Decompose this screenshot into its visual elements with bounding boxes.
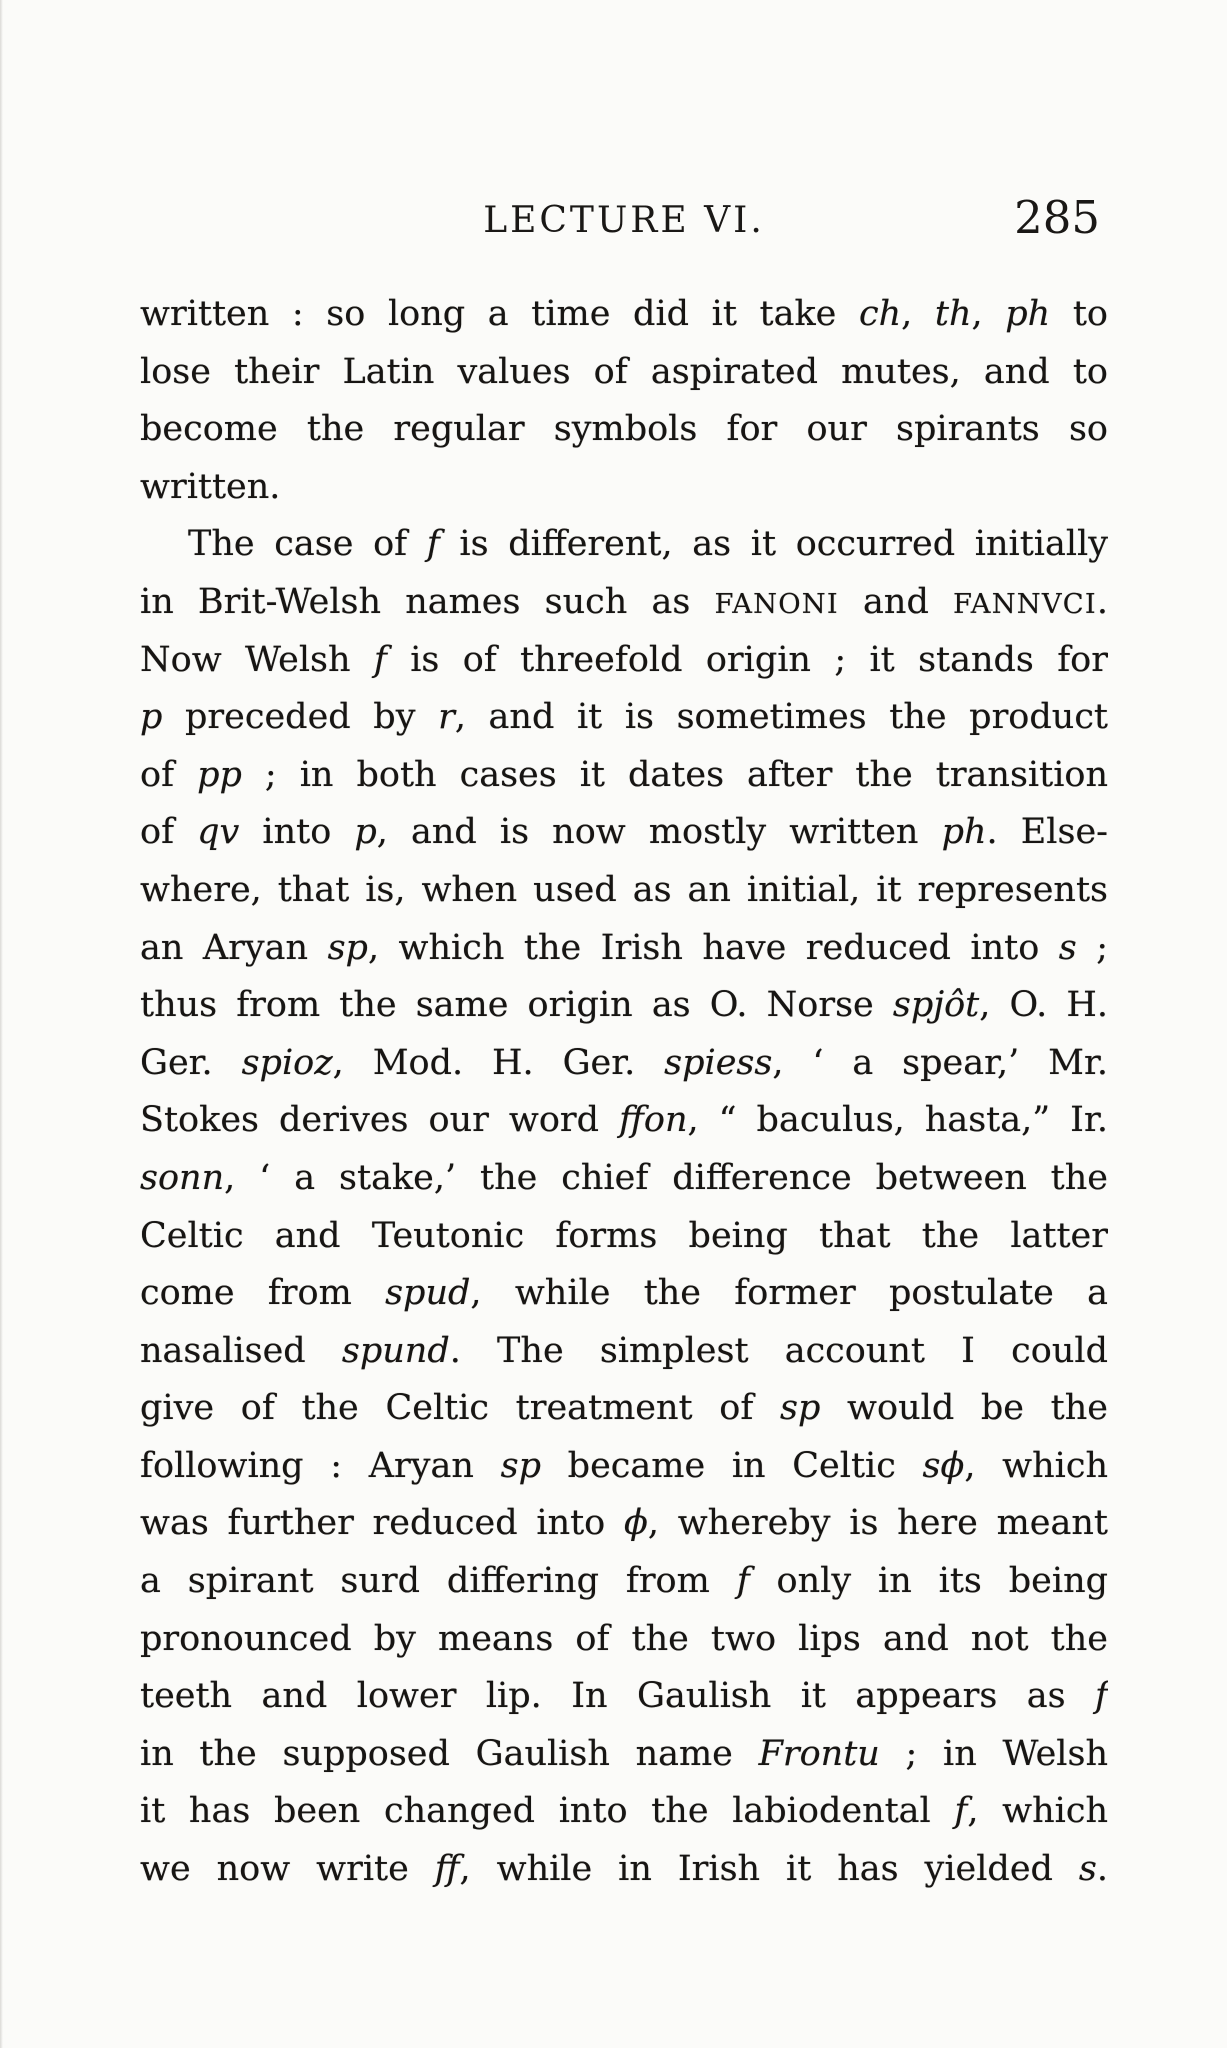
text-line: [140, 1726, 1108, 1784]
text-line: [140, 1035, 1108, 1093]
text-run: , ‘ a stake,’ the chief difference between the: [224, 1157, 1108, 1198]
text-run: preceded by: [162, 697, 439, 738]
text-line: [140, 1668, 1108, 1726]
text-run: is of threefold origin ; it stands for: [386, 639, 1108, 680]
text-run: , whereby is here meant: [647, 1503, 1108, 1544]
italic-text: f: [736, 1561, 750, 1602]
italic-text: spioz: [241, 1042, 333, 1083]
italic-text: spjôt: [892, 985, 980, 1026]
text-line: [140, 1611, 1108, 1669]
italic-text: f: [954, 1791, 968, 1832]
paragraph: [140, 516, 1108, 1898]
italic-text: pp: [197, 754, 242, 795]
text-run: , O. H.: [979, 985, 1108, 1026]
italic-text: s: [1078, 1849, 1097, 1890]
italic-text: r: [438, 697, 455, 738]
text-run: and: [838, 581, 954, 622]
text-line: [140, 1208, 1108, 1266]
text-line: [140, 459, 1108, 517]
text-run: written.: [140, 466, 281, 507]
text-run: an Aryan: [140, 927, 328, 968]
text-run: , while the former postulate a: [470, 1273, 1108, 1314]
text-run: nasalised: [140, 1330, 342, 1371]
text-line: [140, 977, 1108, 1035]
italic-text: spud: [385, 1273, 471, 1314]
text-run: teeth and lower lip. In Gaulish it appears as: [140, 1676, 1096, 1717]
text-run: . The simplest account I could: [449, 1330, 1108, 1371]
text-line: [140, 1553, 1108, 1611]
text-line: [140, 804, 1108, 862]
text-line: [140, 1092, 1108, 1150]
italic-text: p: [354, 812, 377, 853]
text-run: became in Celtic: [541, 1445, 923, 1486]
text-run: , which the Irish have reduced into: [367, 927, 1059, 968]
text-run: , Mod. H. Ger.: [332, 1042, 665, 1083]
italic-text: sp: [500, 1445, 541, 1486]
text-line: [140, 1841, 1108, 1899]
text-line: [140, 1265, 1108, 1323]
text-run: was further reduced into: [140, 1503, 624, 1544]
text-line: [140, 747, 1108, 805]
text-run: written : so long a time did it take: [140, 294, 860, 334]
text-run: lose their Latin values of aspirated mutes, and to: [140, 351, 1108, 392]
italic-text: spund: [341, 1330, 450, 1371]
page-title: LECTURE VI.: [483, 200, 765, 241]
text-run: thus from the same origin as O. Norse: [140, 985, 893, 1026]
text-run: in Brit-Welsh names such as: [140, 581, 715, 622]
text-run: , ‘ a spear,’ Mr.: [772, 1042, 1108, 1083]
italic-text: ffon: [619, 1100, 688, 1141]
text-line: [140, 1495, 1108, 1553]
text-run: , while in Irish it has yielded: [459, 1849, 1079, 1890]
text-run: ; in both cases it dates after the transition: [241, 754, 1108, 795]
text-line: [140, 1438, 1108, 1496]
text-run: pronounced by means of the two lips and not the: [140, 1618, 1108, 1659]
text-line: [140, 574, 1108, 632]
scan-edge-shadow: [0, 0, 3, 2048]
text-run: where, that is, when used as an initial, it represents: [140, 869, 1108, 910]
text-run: ; in Welsh: [879, 1733, 1108, 1774]
text-line: [140, 286, 1108, 344]
text-run: ;: [1076, 927, 1108, 968]
text-run: Stokes derives our word: [140, 1100, 620, 1141]
italic-text: ch: [859, 294, 902, 334]
text-line: [140, 1783, 1108, 1841]
text-line: [140, 344, 1108, 402]
page-header: [0, 0, 1227, 244]
text-line: [140, 401, 1108, 459]
text-line: [140, 1323, 1108, 1381]
text-line: [140, 1150, 1108, 1208]
text-run: , which: [964, 1445, 1108, 1486]
text-run: ,: [901, 294, 935, 334]
italic-text: Frontu: [758, 1733, 880, 1774]
paragraph: [140, 286, 1108, 516]
text-run: Celtic and Teutonic forms being that the latter: [140, 1215, 1108, 1256]
text-run: ,: [971, 294, 1006, 334]
text-run: to: [1050, 294, 1108, 334]
italic-text: p: [140, 697, 163, 738]
italic-text: ph: [941, 812, 987, 853]
text-run: in the supposed Gaulish name: [140, 1733, 759, 1774]
page-body: [140, 286, 1108, 1899]
italic-text: sonn: [140, 1157, 225, 1198]
text-run: .: [1096, 1849, 1108, 1890]
text-run: , and it is sometimes the product: [454, 697, 1108, 738]
text-run: , and is now mostly written: [376, 812, 942, 853]
italic-text: f: [426, 524, 440, 565]
small-caps-text: FANNVCI: [953, 588, 1097, 620]
text-run: is different, as it occurred initially: [439, 524, 1108, 565]
text-run: it has been changed into the labiodental: [140, 1791, 955, 1832]
text-line: [140, 1380, 1108, 1438]
text-run: only in its being: [749, 1561, 1108, 1602]
text-run: give of the Celtic treatment of: [140, 1388, 780, 1429]
italic-text: qv: [197, 812, 240, 853]
italic-text: f: [373, 639, 387, 680]
italic-text: s: [1058, 927, 1077, 968]
text-line: [140, 689, 1108, 747]
text-line: [140, 862, 1108, 920]
text-run: of: [140, 754, 198, 795]
italic-text: sp: [780, 1388, 821, 1429]
text-run: come from: [140, 1273, 386, 1314]
italic-text: sp: [327, 927, 368, 968]
italic-text: ff: [434, 1849, 460, 1890]
text-run: into: [239, 812, 355, 853]
italic-text: sϕ: [922, 1445, 965, 1486]
text-line: [140, 632, 1108, 690]
text-run: , which: [967, 1791, 1108, 1832]
text-run: following : Aryan: [140, 1445, 501, 1486]
page-number: 285: [1014, 191, 1100, 244]
italic-text: ϕ: [624, 1503, 648, 1544]
text-line: [140, 516, 1108, 574]
text-run: we now write: [140, 1849, 435, 1890]
text-run: , “ baculus, hasta,” Ir.: [687, 1100, 1108, 1141]
text-run: would be the: [820, 1388, 1108, 1429]
italic-text: spiess: [664, 1042, 773, 1083]
text-run: Ger.: [140, 1042, 242, 1083]
small-caps-text: FANONI: [714, 588, 839, 620]
text-run: Now Welsh: [140, 639, 374, 680]
text-line: [140, 920, 1108, 978]
text-run: . Else-: [986, 812, 1108, 853]
italic-text: ph: [1005, 294, 1051, 334]
text-run: become the regular symbols for our spirants so: [140, 409, 1108, 450]
italic-text: f: [1095, 1676, 1108, 1717]
text-run: .: [1096, 581, 1108, 622]
text-run: a spirant surd differing from: [140, 1561, 737, 1602]
italic-text: th: [934, 294, 972, 334]
text-run: of: [140, 812, 198, 853]
text-run: The case of: [188, 524, 427, 565]
